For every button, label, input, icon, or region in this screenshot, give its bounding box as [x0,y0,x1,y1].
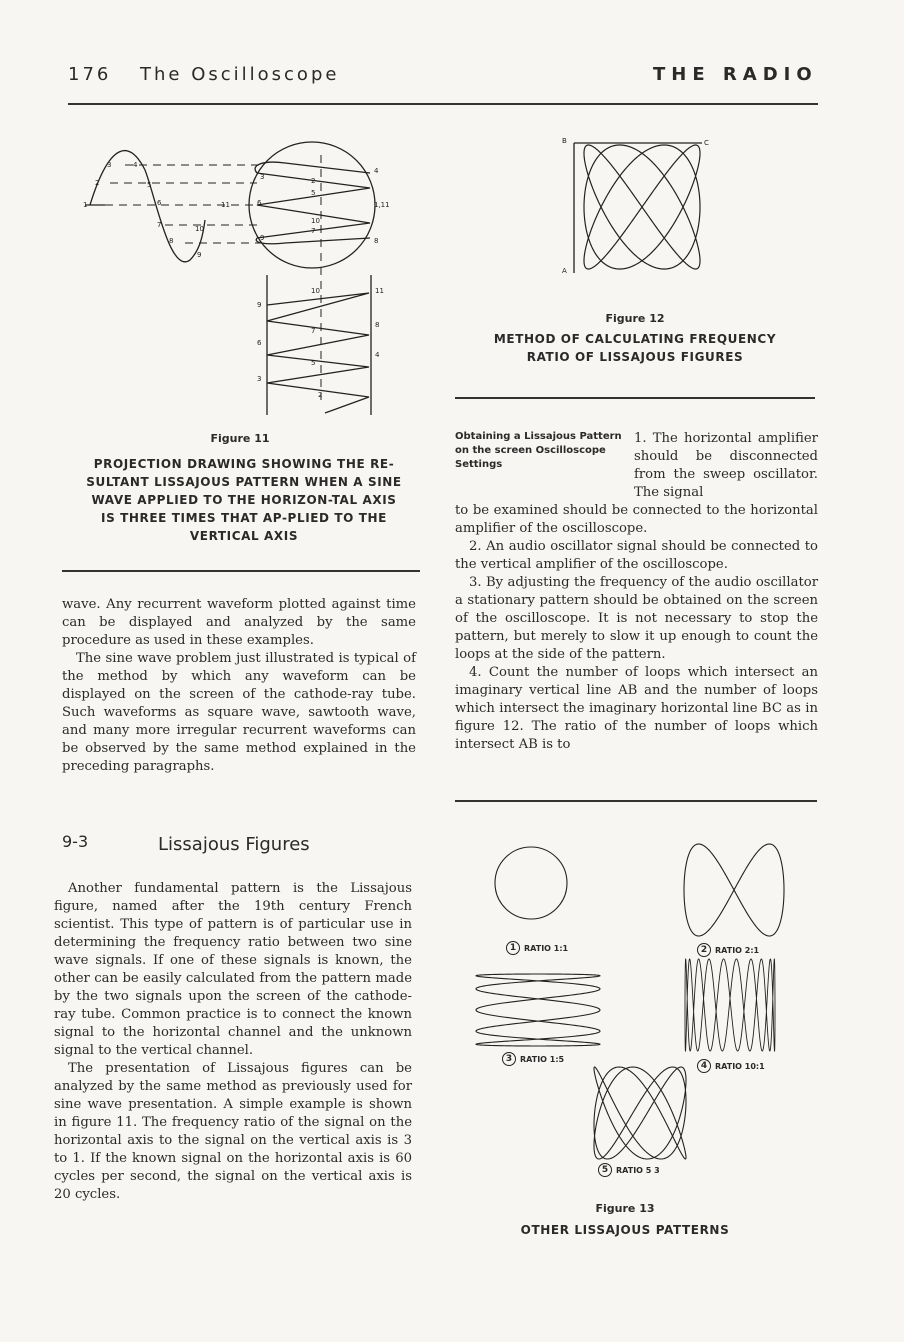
point-b-label: B [562,137,567,145]
svg-text:8: 8 [374,237,379,245]
right-column-text [455,502,818,754]
svg-text:9: 9 [197,251,202,259]
figure13-ratio-1 [506,941,568,955]
figure13-pattern-5 [590,1063,690,1163]
lissajous-pattern-3-4 [584,145,700,269]
svg-text:10: 10 [311,287,320,295]
step2: 2. An audio oscillator signal should be connected to the vertical amplifier of the oscilloscope. [455,539,818,572]
page-number: 176 [68,64,112,85]
svg-text:4: 4 [374,167,379,175]
svg-text:3: 3 [257,375,262,383]
running-title: The Oscilloscope [140,64,340,85]
section-number: 9-3 [62,832,89,851]
svg-text:6: 6 [257,199,262,207]
svg-text:7: 7 [311,227,316,235]
svg-text:11: 11 [375,287,384,295]
svg-text:1,11: 1,11 [374,201,390,209]
pattern-3-number: 3 [502,1052,516,1066]
pattern-1-ratio: RATIO 1:1 [524,943,569,953]
left-column-top [62,596,416,776]
svg-text:7: 7 [311,327,316,335]
pattern-1-number: 1 [506,941,520,955]
step3: 3. By adjusting the frequency of the audio oscillator a stationary pattern should be obtained on the screen of the oscilloscope. It is not necessary to stop the pattern, but merely to slow it up enough to count the loops at the side of the pattern. [455,575,818,662]
svg-text:5: 5 [147,181,152,189]
svg-text:3: 3 [260,173,265,181]
figure11-drawing [85,135,405,425]
svg-text:3: 3 [107,161,112,169]
lissajous-analysis-paragraph: The presentation of Lissajous figures can be analyzed by the same method as previously used for sine wave presentation. A simple example is shown in figure 11. The frequency ratio of the signal on the horizontal axis to the signal on the vertical axis is 3 to 1. If the known signal on the horizontal axis is 60 cycles per second, the signal on the vertical axis is 20 cycles. [54,1061,412,1202]
waveform-paragraph: The sine wave problem just illustrated is typical of the method by which any waveform can be displayed on the screen of the cathode-ray tube. Such waveforms as square wave, sawtooth wave, and many more irregular recurrent waveforms can be observed by the same method explained in the preceding paragraphs. [62,651,416,774]
svg-text:8: 8 [169,237,174,245]
figure13-ratio-4 [697,1059,765,1073]
figure13-label: Figure 13 [595,1202,655,1215]
svg-text:2: 2 [95,179,100,187]
svg-text:10: 10 [195,225,204,233]
figure11-rule [62,570,420,572]
figure12-label: Figure 12 [605,312,665,325]
step1-intro [634,430,818,502]
svg-text:9: 9 [260,234,265,242]
step1-intro-text: 1. The horizontal amplifier should be disconnected from the sweep oscillator. The signal [634,431,818,500]
lissajous-intro-paragraph: Another fundamental pattern is the Lissajous figure, named after the 19th century French scientist. This type of pattern is of particular use in determining the frequency ratio between two sine wave signals. If one of these signals is known, the other can be easily calculated from the pattern made by the two signals upon the screen of the cathode-ray tube. Common practice is to connect the known signal to the horizontal channel and the unknown signal to the vertical channel. [54,881,412,1058]
svg-text:4: 4 [375,351,380,359]
svg-text:8: 8 [375,321,380,329]
figure12-rule [455,397,815,399]
svg-text:2: 2 [311,177,316,185]
right-column-rule [455,800,817,802]
figure13-ratio-3 [502,1052,564,1066]
step4: 4. Count the number of loops which intersect an imaginary vertical line AB and the number of loops which intersect the imaginary horizontal line BC as in figure 12. The ratio of the number of loops which intersect AB is to [455,665,818,752]
svg-text:2: 2 [318,391,323,399]
point-a-label: A [562,267,567,275]
svg-text:9: 9 [257,301,262,309]
header-rule [68,103,818,105]
book-title: THE RADIO [653,64,818,85]
figure12-drawing [562,135,722,275]
svg-text:11: 11 [221,201,230,209]
point-c-label: C [704,139,709,147]
svg-text:10: 10 [311,217,320,225]
pattern-5-number: 5 [598,1163,612,1177]
pattern-4-number: 4 [697,1059,711,1073]
figure13-ratio-5 [598,1163,660,1177]
svg-text:6: 6 [157,199,162,207]
figure11-caption: PROJECTION DRAWING SHOWING THE RE-SULTANT LISSAJOUS PATTERN WHEN A SINE WAVE APPLIED TO THE HORIZON-TAL AXIS IS THREE TIMES THAT AP-PLIED TO THE VERTICAL AXIS [86,457,402,543]
sidehead: Obtaining a Lissajous Pattern on the screen Oscilloscope Settings [455,431,622,470]
figure12-caption: METHOD OF CALCULATING FREQUENCY RATIO OF LISSAJOUS FIGURES [493,332,777,364]
pattern-5-ratio: RATIO 5 3 [616,1165,660,1175]
svg-text:5: 5 [311,359,316,367]
pattern-2-number: 2 [697,943,711,957]
svg-text:7: 7 [157,221,162,229]
section-title: Lissajous Figures [158,834,310,855]
figure11-label: Figure 11 [210,432,270,445]
svg-text:4: 4 [133,161,138,169]
pattern-3-ratio: RATIO 1:5 [520,1054,565,1064]
svg-text:1: 1 [83,201,88,209]
continuation-paragraph: wave. Any recurrent waveform plotted against time can be displayed and analyzed by the same procedure as used in these examples. [62,597,416,648]
step1-rest: to be examined should be connected to the horizontal amplifier of the oscilloscope. [455,503,818,536]
figure13-pattern-4 [680,955,780,1055]
figure13-pattern-3 [474,970,604,1050]
figure13-caption: OTHER LISSAJOUS PATTERNS [520,1223,730,1237]
figure13-pattern-1 [493,845,573,925]
svg-text:6: 6 [257,339,262,347]
pattern-4-ratio: RATIO 10:1 [715,1061,765,1071]
left-column-bottom [54,880,412,1204]
figure13-pattern-2 [680,840,790,940]
pattern-2-ratio: RATIO 2:1 [715,945,760,955]
svg-text:5: 5 [311,189,316,197]
